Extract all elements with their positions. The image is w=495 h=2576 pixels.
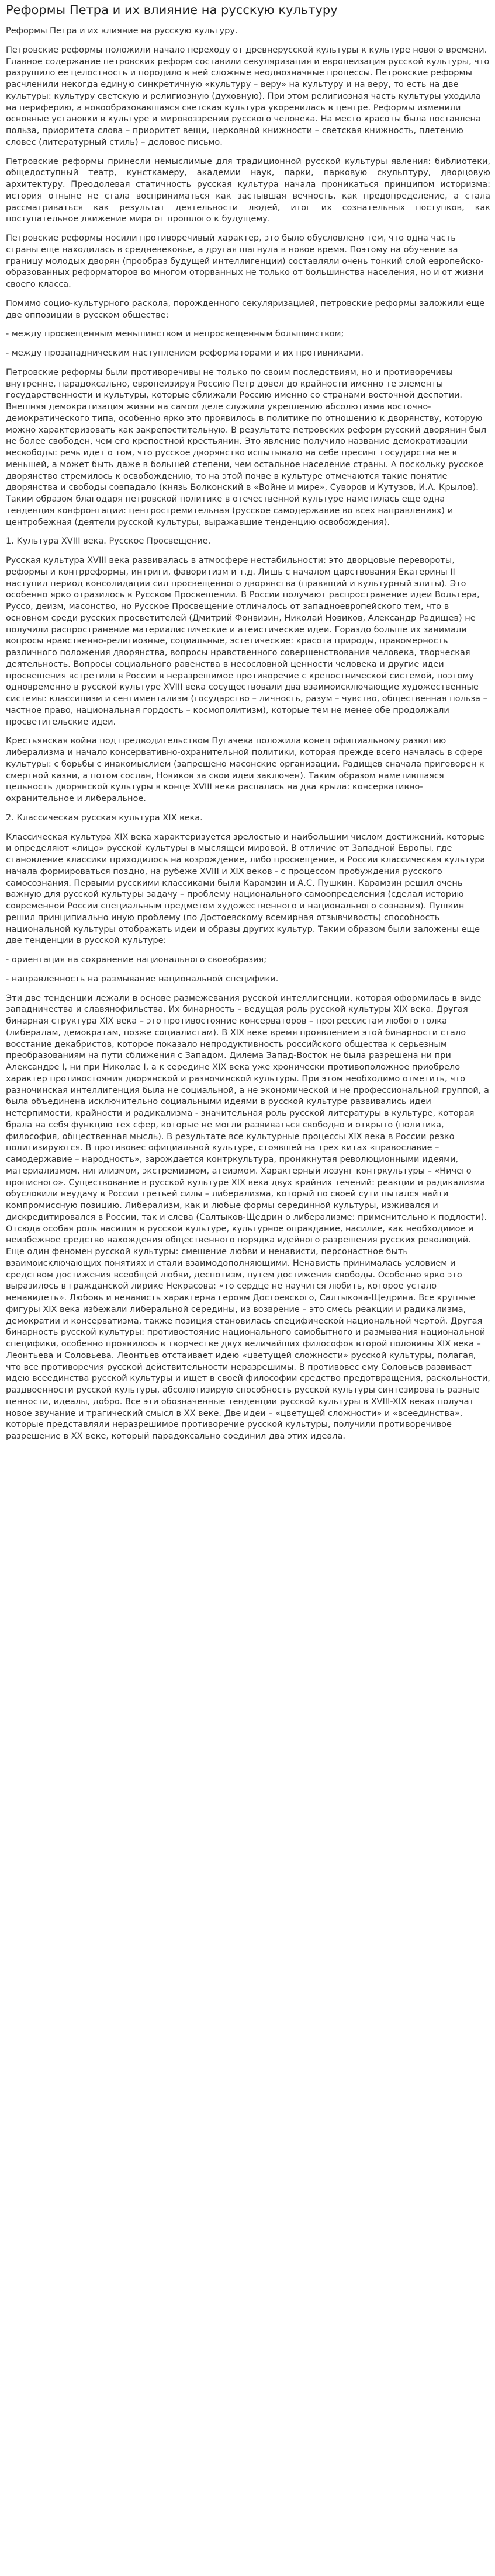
paragraph: - между прозападническим наступлением реформаторами и их противниками. bbox=[6, 349, 364, 358]
paragraph: Петровские реформы положили начало переходу от древнерусской культуры к культуре нового времени. Главное содержание петровских реформ составили секуляризация и европеизация русской культуры, что разрушило ее целостность и породило в ней сложные неоднозначные процессы. Петровские реформы расчленили некогда единую синкретичную «культуру – веру» на культуру и на веру, то есть на две культуры: культуру светскую и религиозную (духовную). При этом религиозная часть культуры уходила на периферию, а новообразовавшаяся светская культура укоренилась в центре. Реформы изменили основные установки в культуре и мировоззрении русского человека. На место красоты была поставлена польза, приоритета слова – приоритет вещи, церковной книжности – светская книжность, плетению словес (литературный стиль) – деловое письмо. bbox=[6, 45, 490, 147]
paragraph: Реформы Петра и их влияние на русскую культуру. bbox=[6, 26, 238, 36]
paragraph: Петровские реформы принесли немыслимые для традиционной русской культуры явления: библиотеки, общедоступный театр, кунсткамеру, академии наук, парки, парковую скульптуру, дворцовую архитектуру. Преодолевая статичность русская культура начала проникаться принципом историзма: история отныне не стала восприниматься как застывшая вечность, как предопределение, а стала рассматриваться как результат деятельности людей, итог их сознательных поступков, как поступательное движение мира от прошлого к будущему. bbox=[6, 156, 490, 224]
paragraph: 2. Классическая русская культура XIX века. bbox=[6, 813, 203, 823]
paragraph: Крестьянская война под предводительством Пугачева положила конец официальному развитию либерализма и начало консервативно-охранительной политики, которая прежде всего началась в сфере культуры: с борьбы с инакомыслием (запрещено масонские организации, Радищев сначала приговорен к смертной казни, а потом сослан, Новиков за свои идеи заключен). Таким образом наметившаяся цельность дворянской культуры в конце XVIII века распалась на два крыла: консервативно-охранительное и либеральное. bbox=[6, 736, 484, 803]
page-title: Реформы Петра и их влияние на русскую культуру bbox=[6, 3, 338, 17]
paragraph: - между просвещенным меньшинством и непросвещенным большинством; bbox=[6, 329, 344, 339]
paragraph: - ориентация на сохранение национального своеобразия; bbox=[6, 955, 267, 965]
paragraph: Помимо социо-культурного раскола, порожденного секуляризацией, петровские реформы заложили еще две оппозиции в русском обществе: bbox=[6, 298, 485, 320]
paragraph: Классическая культура XIX века характеризуется зрелостью и наибольшим числом достижений, которые и определяют «лицо» русской культуры в мыслящей мировой. В отличие от Западной Европы, где становление классики приходилось на возрождение, либо просвещение, в России классическая культура начала формироваться поздно, на рубеже XVIII и XIX веков - с процессом пробуждения русского самосознания. Первыми русскими классиками были Карамзин и А.С. Пушкин. Карамзин решил очень важную для русской культуры задачу – проблему национального самоопределения (сделал историю современной России специальным предметом художественного и национального сознания). Пушкин решил принципиально иную проблему (по Достоевскому всемирная отзывчивость) способность национальной культуры отображать идеи и образы других культур. Таким образом были заложены еще две тенденции в русской культуре: bbox=[6, 832, 486, 946]
paragraph: Петровские реформы были противоречивы не только по своим последствиям, но и противоречивы внутренне, парадоксально, европеизируя Россию Петр довел до крайности именно те элементы государственности и культуры, которые сближали Россию именно со странами восточной деспотии. Внешняя демократизация жизни на самом деле служила укреплению абсолютизма восточно-демократического типа, особенно ярко это проявилось в политике по отношению к дворянству, которую можно характеризовать как закрепостительную. В результате петровских реформ русский дворянин был не более свободен, чем его крепостной крестьянин. Это явление получило название демократизации несвободы: речь идет о том, что русское дворянство испытывало на себе пресинг государства не в меньшей, а может быть даже в большей степени, чем остальное население страны. А поскольку русское дворянство стремилось к освобождению, то на этой почве в культуре отмечаются такие понятие дворянства и свободы совпадало (князь Болконский в «Войне и мире», Суворов и Кутузов, И.А. Крылов). Таким образом благодаря петровской политике в отечественной культуре наметилась еще одна тенденция конфронтации: центростремительная (русское самодержавие во всех направлениях) и центробежная (деятели русской культуры, выражавшие тенденцию освобождения). bbox=[6, 367, 487, 527]
article-body bbox=[6, 26, 490, 1450]
paragraph: Русская культура XVIII века развивалась в атмосфере нестабильности: это дворцовые перевороты, реформы и контрреформы, интриги, фаворитизм и т.д. Лишь с началом царствования Екатерины II наступил период консолидации сил просвещенного дворянства (правящий и культурный элиты). Это особенно ярко отразилось в Русском Просвещении. В России получают распространение идеи Вольтера, Руссо, деизм, масонство, но Русское Просвещение отличалось от западноевропейского тем, что в основном среди русских просветителей (Дмитрий Фонвизин, Николай Новиков, Александр Радищев) не получили распространение материалистические и атеистические идеи. Гораздо больше их занимали вопросы нравственно-религиозные, социальные, эстетические: красота природы, правомерность различного положения дворянства, вопросы нравственного совершенствования человека, творческая деятельность. Вопросы социального равенства в несословной ценности человека и другие идеи просвещения встретили в России в неразрешимое противоречие с крепостнической системой, поэтому одновременно в русской культуре XVIII века сосуществовали два взаимоисключающие художественные системы: классицизм и сентиментализм (государство – личность, разум – чувство, общественная польза – частное право, национальная гордость – космополитизм), которые тем не менее обе продолжали просветительские идеи. bbox=[6, 556, 487, 727]
paragraph: Эти две тенденции лежали в основе размежевания русской интеллигенции, которая оформилась в виде западничества и славянофильства. Их бинарность – ведущая роль русской культуры XIX века. Другая бинарная структура XIX века – это противостояние консерваторов – прогрессистам любого толка (либералам, демократам, позже социалистам). В XIX веке время проявлением этой бинарности стало восстание декабристов, которое показало непродуктивность российского общества к серьезным преобразованиям на пути сближения с Западом. Дилема Запад-Восток не была разрешена ни при Александре I, ни при Николае I, а к середине XIX века уже хронически противоположное приобрело характер противостояния дворянской и разночинской культуры. При этом необходимо отметить, что разночинская интеллигенция была не социальной, а не экономической и не профессиональной группой, а была объединена исключительно социальными идеями в русской культуре развивались идеи нетерпимости, крайности и радикализма - значительная роль русской литературы в культуре, которая брала на себя функцию тех сфер, которые не могли развиваться свободно и открыто (политика, философия, общественная мысль). В результате все культурные процессы XIX века в России резко политизируются. В противовес официальной культуре, стоявшей на трех китах «православие – самодержавие – народность», зарождается контркультура, проникнутая революционными идеями, материализмом, нигилизмом, экстремизмом, атеизмом. Характерный лозунг контркультуры – «Ничего прописного». Существование в русской культуре XIX века двух крайних течений: реакции и радикализма обусловили неудачу в России третьей силы – либерализма, который по своей сути пытался найти компромиссную позицию. Либерализм, как и любые формы серединной культуры, изживался и дискредитировался в России, так и слева (Салтыков-Щедрин о либерализме: применительно к подлости). Отсюда особая роль насилия в русской культуре, культурное оправдание, насилие, как необходимое и неизбежное средство нахождения общественного порядка идейного разрешения русских революций. Еще один феномен русской культуры: смешение любви и ненависти, персонастное быть взаимоисключающих понятиях и стали взаимодополняющими. Ненависть принималась условием и средством достижения всеобщей любви, деспотизм, путем достижения свободы. Особенно ярко это выразилось в гражданской лирике Некрасова: «то сердце не научится любить, которое устало ненавидеть». Любовь и ненависть характерна героям Достоевского, Салтыкова-Щедрина. Все крупные фигуры XIX века избежали либеральной середины, из возврение – это смесь реакции и радикализма, демократии и консерватизма, также позиция становилась специфической национальной чертой. Другая бинарность русской культуры: противостояние национального самобытного и размывания национальной специфики, особенно проявилось в творчестве двух величайших философов второй половины XIX века – Леонтьева и Соловьева. Леонтьев отстаивает идею «цветущей сложности» русской культуры, полагая, что все противоречия русской действительности неразрешимы. В противовес ему Соловьев развивает идею всеединства русской культуры и ищет в своей философии средство предотвращения, раскольности, раздвоенности русской культуры, абсолютизирую способность русской культуры синтезировать разные ценности, идеалы, добро. Все эти обозначенные тенденции русской культуры в XVIII-XIX веках получат новое звучание и трагический смысл в XX веке. Две идеи – «цветущей сложности» и «всеединства», которые представляли неразрешимое противоречие русской культуры, получили противоречивое разрешение в XX веке, который парадоксально соединил два этих идеала. bbox=[6, 993, 490, 1441]
paragraph: Петровские реформы носили противоречивый характер, это было обусловлено тем, что одна часть страны еще находилась в средневековье, а другая шагнула в новое время. Поэтому на обучение за границу молодых дворян (прообраз будущей интеллигенции) составляли очень тонкий слой европейско-образованных реформаторов во многом оторванных не только от большинства населения, но и от жизни своего класса. bbox=[6, 234, 484, 289]
paragraph: 1. Культура XVIII века. Русское Просвещение. bbox=[6, 537, 211, 546]
paragraph: - направленность на размывание национальной специфики. bbox=[6, 974, 279, 984]
